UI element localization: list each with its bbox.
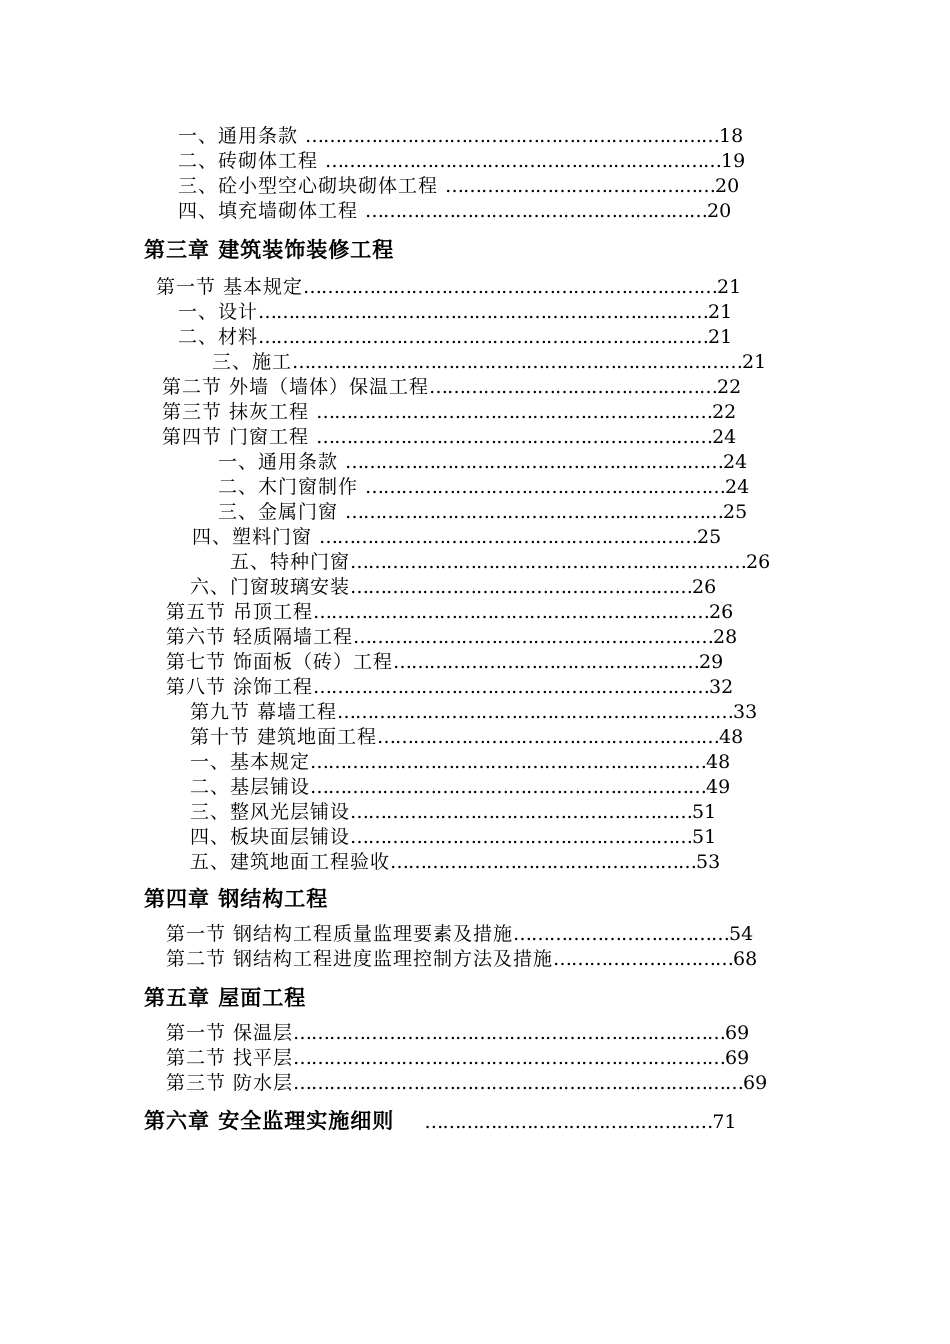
entry-title: 三、整风光层铺设 xyxy=(190,801,351,823)
page-number: 32 xyxy=(709,676,734,698)
entry-title: 一、通用条款 xyxy=(178,125,306,147)
page-number: 20 xyxy=(715,175,740,197)
dot-leader: …………………………………………………………… xyxy=(305,125,720,147)
toc-entry xyxy=(190,700,757,724)
toc-entry xyxy=(156,275,741,299)
dot-leader: ……………………………………………………… xyxy=(345,501,724,523)
dot-leader: …………………………………………………… xyxy=(353,626,714,648)
page-number: 48 xyxy=(719,726,744,748)
entry-title: 一、设计 xyxy=(178,301,259,323)
page-number: 25 xyxy=(723,501,748,523)
dot-leader: ……………………………………………………………… xyxy=(293,1047,726,1069)
chapter-heading xyxy=(144,1108,737,1134)
toc-entry xyxy=(178,124,743,148)
page-number: 18 xyxy=(719,125,744,147)
page-number: 21 xyxy=(708,301,733,323)
dot-leader: ……………………………………………………………… xyxy=(293,1022,726,1044)
entry-title: 第一节 基本规定 xyxy=(156,276,304,298)
page-number: 54 xyxy=(729,923,754,945)
toc-entry xyxy=(162,425,736,449)
dot-leader: ………………………………………………………… xyxy=(310,751,707,773)
dot-leader: ………………………………………………… xyxy=(365,200,708,222)
page-number: 28 xyxy=(713,626,738,648)
entry-title: 三、金属门窗 xyxy=(218,501,346,523)
entry-title: 一、基本规定 xyxy=(190,751,311,773)
toc-entry xyxy=(190,800,716,824)
page-number: 24 xyxy=(712,426,737,448)
dot-leader: ………………………………………………………… xyxy=(310,776,707,798)
entry-title: 五、建筑地面工程验收 xyxy=(190,851,391,873)
page-number: 29 xyxy=(699,651,724,673)
chapter-title: 第三章 建筑装饰装修工程 xyxy=(144,238,395,262)
toc-entry xyxy=(162,400,736,424)
toc-entry xyxy=(218,475,749,499)
chapter-title: 第六章 安全监理实施细则 xyxy=(144,1109,395,1133)
dot-leader: ………………………………………………………… xyxy=(325,150,722,172)
toc-entry xyxy=(178,174,739,198)
toc-entry xyxy=(190,850,720,874)
dot-leader: ………………………………………………………… xyxy=(316,401,713,423)
toc-entry xyxy=(212,350,766,374)
entry-title: 三、施工 xyxy=(212,351,293,373)
dot-leader: ………………………… xyxy=(553,948,734,970)
page-number: 69 xyxy=(725,1022,750,1044)
dot-leader: …………………………………………………… xyxy=(365,476,726,498)
page-number: 22 xyxy=(717,376,742,398)
page-number: 69 xyxy=(725,1047,750,1069)
dot-leader: ………………………………………………………… xyxy=(313,601,710,623)
entry-title: 五、特种门窗 xyxy=(230,551,351,573)
toc-entry xyxy=(166,1046,749,1070)
page-number: 24 xyxy=(725,476,750,498)
chapter-heading xyxy=(144,886,328,912)
entry-title: 二、砖砌体工程 xyxy=(178,150,326,172)
page-number: 24 xyxy=(723,451,748,473)
toc-entry xyxy=(166,600,733,624)
toc-entry xyxy=(178,149,745,173)
page-number: 21 xyxy=(708,326,733,348)
entry-title: 第八节 涂饰工程 xyxy=(166,676,314,698)
dot-leader: …………………………………………… xyxy=(390,851,697,873)
page-number: 49 xyxy=(706,776,731,798)
dot-leader: ……………………………………………………… xyxy=(345,451,724,473)
entry-title: 四、板块面层铺设 xyxy=(190,826,351,848)
page-number: 51 xyxy=(692,826,717,848)
toc-entry xyxy=(190,575,716,599)
dot-leader: ………………………………………………………………… xyxy=(292,351,743,373)
page-number: 26 xyxy=(692,576,717,598)
dot-leader: ………………………………………………………… xyxy=(337,701,734,723)
entry-title: 第二节 外墙（墙体）保温工程 xyxy=(162,376,430,398)
toc-entry xyxy=(166,1021,749,1045)
dot-leader: ………………………………………………………………… xyxy=(258,326,709,348)
dot-leader: ………………………………………………………… xyxy=(316,426,713,448)
dot-leader: ………………………………………………………… xyxy=(313,676,710,698)
dot-leader: ………………………………………………………………… xyxy=(293,1072,744,1094)
entry-title: 第四节 门窗工程 xyxy=(162,426,317,448)
dot-leader: ……………………………………… xyxy=(445,175,716,197)
page-number: 22 xyxy=(712,401,737,423)
dot-leader: ………………………………………………… xyxy=(350,801,693,823)
page-number: 68 xyxy=(733,948,758,970)
chapter-title: 第五章 屋面工程 xyxy=(144,986,307,1010)
toc-entry xyxy=(162,375,741,399)
chapter-heading xyxy=(144,985,306,1011)
toc-entry xyxy=(166,922,753,946)
entry-title: 二、材料 xyxy=(178,326,259,348)
dot-leader: …………………………………………… xyxy=(393,651,700,673)
page-number: 48 xyxy=(706,751,731,773)
dot-leader: ………………………………………………………… xyxy=(350,551,747,573)
dot-leader: ………………………………………………… xyxy=(377,726,720,748)
entry-title: 第五节 吊顶工程 xyxy=(166,601,314,623)
chapter-title: 第四章 钢结构工程 xyxy=(144,887,329,911)
entry-title: 二、木门窗制作 xyxy=(218,476,366,498)
entry-title: 第一节 保温层 xyxy=(166,1022,294,1044)
dot-leader: ……………………………………………………… xyxy=(319,526,698,548)
toc-entry xyxy=(166,625,737,649)
page-number: 20 xyxy=(707,200,732,222)
entry-title: 第二节 钢结构工程进度监理控制方法及措施 xyxy=(166,948,554,970)
chapter-heading xyxy=(144,237,394,263)
entry-title: 第十节 建筑地面工程 xyxy=(190,726,378,748)
toc-entry xyxy=(178,199,731,223)
entry-title: 四、填充墙砌体工程 xyxy=(178,200,366,222)
page-number: 71 xyxy=(712,1111,737,1133)
page-number: 26 xyxy=(709,601,734,623)
entry-title: 四、塑料门窗 xyxy=(192,526,320,548)
toc-entry xyxy=(178,300,732,324)
toc-entry xyxy=(190,775,730,799)
dot-leader: ………………………………………………… xyxy=(350,576,693,598)
page-number: 21 xyxy=(717,276,742,298)
toc-entry xyxy=(230,550,770,574)
page-number: 19 xyxy=(721,150,746,172)
entry-title: 第九节 幕墙工程 xyxy=(190,701,338,723)
entry-title: 二、基层铺设 xyxy=(190,776,311,798)
entry-title: 第三节 抹灰工程 xyxy=(162,401,317,423)
page-number: 51 xyxy=(692,801,717,823)
toc-entry xyxy=(166,650,723,674)
toc-entry xyxy=(166,675,733,699)
dot-leader: ………………………………………………… xyxy=(350,826,693,848)
toc-entry xyxy=(178,325,732,349)
toc-entry xyxy=(166,1071,767,1095)
entry-title: 一、通用条款 xyxy=(218,451,346,473)
dot-leader: ………………………………………… xyxy=(429,376,718,398)
entry-title: 六、门窗玻璃安装 xyxy=(190,576,351,598)
entry-title: 第一节 钢结构工程质量监理要素及措施 xyxy=(166,923,514,945)
toc-entry xyxy=(218,450,747,474)
dot-leader: ………………………………………………………………… xyxy=(258,301,709,323)
page-number: 25 xyxy=(697,526,722,548)
page-number: 33 xyxy=(733,701,758,723)
entry-title: 第三节 防水层 xyxy=(166,1072,294,1094)
page-number: 26 xyxy=(746,551,771,573)
page-number: 69 xyxy=(743,1072,768,1094)
toc-entry xyxy=(192,525,721,549)
toc-entry xyxy=(166,947,757,971)
toc-entry xyxy=(190,750,730,774)
dot-leader: ……………………………… xyxy=(513,923,730,945)
entry-title: 三、砼小型空心砌块砌体工程 xyxy=(178,175,446,197)
page-number: 21 xyxy=(742,351,767,373)
entry-title: 第七节 饰面板（砖）工程 xyxy=(166,651,394,673)
entry-title: 第二节 找平层 xyxy=(166,1047,294,1069)
page-number: 53 xyxy=(696,851,721,873)
toc-entry xyxy=(190,725,743,749)
dot-leader: …………………………………………………………… xyxy=(303,276,718,298)
dot-leader: ………………………………………… xyxy=(424,1111,713,1133)
toc-entry xyxy=(218,500,747,524)
entry-title: 第六节 轻质隔墙工程 xyxy=(166,626,354,648)
toc-entry xyxy=(190,825,716,849)
